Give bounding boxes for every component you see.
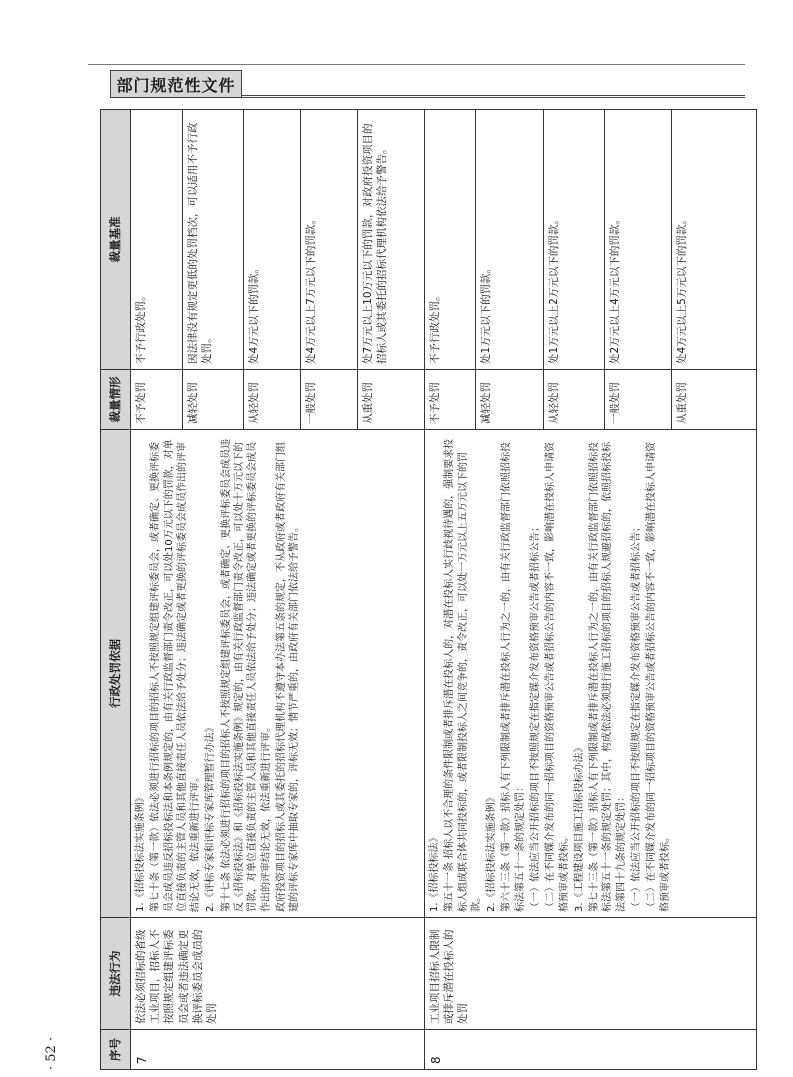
table-row <box>131 110 183 1070</box>
basis-paragraph: 1.《招标投标法实施条例》 <box>135 792 146 912</box>
discretion-situation: 从重处罚 <box>672 370 757 430</box>
discretion-standard: 不予行政处罚。 <box>424 110 476 370</box>
discretion-situation: 一般处罚 <box>301 370 358 430</box>
discretion-situation: 一般处罚 <box>605 370 672 430</box>
discretion-situation: 从轻处罚 <box>543 370 605 430</box>
col-header-basis: 行政处罚依据 <box>101 430 131 918</box>
basis-paragraph: 2.《招标投标法实施条例》 <box>486 792 498 912</box>
violation-act: 工业项目招标人限制或排斥潜在投标人的处罚 <box>424 918 756 1030</box>
discretion-situation: 减轻处罚 <box>182 370 244 430</box>
basis-paragraph: 2.《评标专家和评标专家库管理暂行办法》 <box>205 722 217 912</box>
basis-paragraph: 3.《工程建设项目施工招标投标办法》 <box>573 742 585 912</box>
basis-paragraph: （一）依法应当公开招标的项目不按照规定在指定媒介发布资格预审公告或者招标公告； <box>631 522 643 912</box>
basis-paragraph: 第十七条 依法必须进行招标的项目的招标人不按照规定组建评标委员会，或者确定、更换评标委员会成员违反《招标投标法》和《招标投标法实施条例》规定的，由有关行政监督部门责令改正，可以处十万元以下的罚款，对单位直接负责的主管人员和其他直接责任人员依法给予处分；违法确定或者更换的评标委员会成员作出的评审结论无效，依法重新进行评审。 <box>220 438 272 912</box>
discretion-standard: 处1万元以上2万元以下的罚款。 <box>543 110 605 370</box>
section-title: 部门规范性文件 <box>110 70 242 98</box>
basis-paragraph: 第七十条（第一款）依法必须进行招标的项目的招标人不按照规定组建评标委员会，或者确定、更换评标委员会成员违反招标投标法和本条例规定的，由有关行政监督部门责令改正，可以处10万元以下的罚款，对单位直接负责的主管人员和其他直接责任人员依法给予处分；违法确定或者更换的评标委员会成员作出的评审结论无效，依法重新进行评审。 <box>150 439 202 912</box>
discretion-situation: 不予处罚 <box>424 370 476 430</box>
row-seq: 7 <box>131 1030 425 1070</box>
rotated-page <box>44 110 757 1070</box>
discretion-situation: 从轻处罚 <box>244 370 301 430</box>
table-header-row <box>101 110 131 1070</box>
table-row <box>424 110 476 1070</box>
discretion-situation: 减轻处罚 <box>476 370 543 430</box>
violation-act: 依法必须招标的省级工业项目，招标人不按照规定组建评标委员会或者违法确定更换评标委员会成员的处罚 <box>131 918 425 1030</box>
page-number: · 52 · <box>44 1036 59 1070</box>
discretion-standard: 处4万元以上7万元以下的罚款。 <box>301 110 358 370</box>
header-banner <box>110 70 745 98</box>
col-header-standard: 裁量基准 <box>101 110 131 370</box>
discretion-standard: 处4万元以下的罚款。 <box>244 110 301 370</box>
discretion-situation: 从重处罚 <box>357 370 424 430</box>
discretion-standard: 不予行政处罚。 <box>131 110 183 370</box>
penalty-basis <box>131 430 425 918</box>
top-rule <box>88 64 745 65</box>
col-header-seq: 序号 <box>101 1030 131 1070</box>
basis-paragraph: （二）在不同媒介发布的同一招标项目的资格预审公告或者招标公告的内容不一致，影响潜在投标人申请资格预审或者投标。 <box>646 442 671 912</box>
basis-paragraph: 第五十一条 招标人以不合理的条件限制或者排斥潜在投标人的，对潜在投标人实行歧视待遇的，强制要求投标人组成联合体共同投标的，或者限制投标人之间竞争的，责令改正，可以处一万元以上五万元以下的罚款。 <box>444 438 482 912</box>
basis-paragraph: 1.《招标投标法》 <box>428 832 440 912</box>
discretion-situation: 不予处罚 <box>131 370 183 430</box>
basis-paragraph: （二）在不同媒介发布的同一招标项目的资格预审公告或者招标公告的内容不一致，影响潜在投标人申请资格预审或者投标。 <box>545 442 570 912</box>
basis-paragraph: 政府投资项目的招标人或其委托的招标代理机构不遵守本办法第五条的规定，不从政府或者政府有关部门组建的评标专家库中抽取专家的，评标无效；情节严重的，由政府有关部门依法给予警告。 <box>275 442 301 912</box>
penalty-basis <box>424 430 756 918</box>
row-seq: 8 <box>424 1030 756 1070</box>
col-header-act: 违法行为 <box>101 918 131 1030</box>
discretion-standard: 处1万元以下的罚款。 <box>476 110 543 370</box>
col-header-situation: 裁量情形 <box>101 370 131 430</box>
basis-paragraph: 第七十三条（第一款）招标人有下列限制或者排斥潜在投标人行为之一的，由有关行政监督部门依照招标投标法第五十一条的规定处罚；其中，构成依法必须进行施工招标的项目的招标人规避招标的，依照招标投标法第四十九条的规定处罚： <box>589 442 627 912</box>
discretion-standard: 因法律没有规定更低的处罚档次，可以适用不予行政处罚。 <box>182 110 244 370</box>
basis-paragraph: （一）依法应当公开招标的项目不按照规定在指定媒介发布资格预审公告或者招标公告； <box>529 522 541 912</box>
penalty-table <box>100 109 757 1070</box>
basis-paragraph: 第六十三条（第一款）招标人有下列限制或者排斥潜在投标人行为之一的，由有关行政监督部门依照招标投标法第五十一条的规定处罚： <box>501 442 526 912</box>
discretion-standard: 处7万元以上10万元以下的罚款，对政府投资项目的招标人或其委托的招标代理机构依法给予警告。 <box>357 110 424 370</box>
header-rule <box>242 70 745 98</box>
discretion-standard: 处4万元以上5万元以下的罚款。 <box>672 110 757 370</box>
discretion-standard: 处2万元以上4万元以下的罚款。 <box>605 110 672 370</box>
